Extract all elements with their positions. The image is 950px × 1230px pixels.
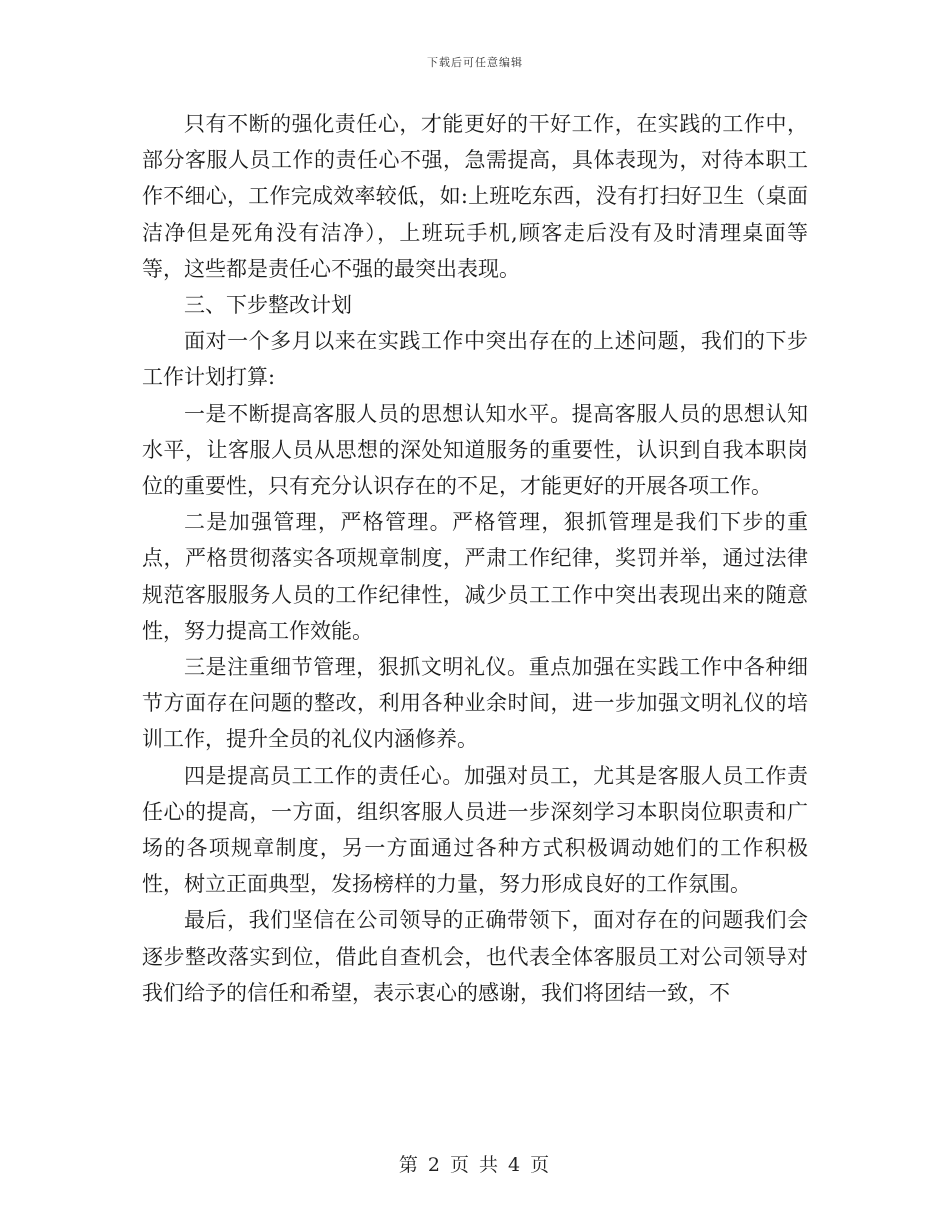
section-heading-next-steps: 三、下步整改计划 bbox=[184, 293, 352, 318]
document-body bbox=[142, 106, 808, 1011]
paragraph-intro-plan: 面对一个多月以来在实践工作中突出存在的上述问题，我们的下步工作计划打算: bbox=[142, 329, 808, 390]
paragraph-plan-one: 一是不断提高客服人员的思想认知水平。提高客服人员的思想认知水平，让客服人员从思想的深处知道服务的重要性，认识到自我本职岗位的重要性，只有充分认识存在的不足，才能更好的开展各项工作。 bbox=[142, 401, 808, 499]
paragraph-plan-three: 三是注重细节管理，狠抓文明礼仪。重点加强在实践工作中各种细节方面存在问题的整改，利用各种业余时间，进一步加强文明礼仪的培训工作，提升全员的礼仪内涵修养。 bbox=[142, 655, 808, 752]
paragraph-plan-four: 四是提高员工工作的责任心。加强对员工，尤其是客服人员工作责任心的提高，一方面，组织客服人员进一步深刻学习本职岗位职责和广场的各项规章制度，另一方面通过各种方式积极调动她们的工作积极性，树立正面典型，发扬榜样的力量，努力形成良好的工作氛围。 bbox=[142, 763, 808, 897]
page-header: 下载后可任意编辑 bbox=[427, 56, 523, 69]
paragraph-conclusion: 最后，我们坚信在公司领导的正确带领下，面对存在的问题我们会逐步整改落实到位，借此自查机会，也代表全体客服员工对公司领导对我们给予的信任和希望，表示衷心的感谢，我们将团结一致，不 bbox=[142, 908, 808, 1005]
page-number-footer: 第 2 页 共 4 页 bbox=[398, 1154, 552, 1176]
paragraph-responsibility: 只有不断的强化责任心，才能更好的干好工作，在实践的工作中，部分客服人员工作的责任心不强，急需提高，具体表现为，对待本职工作不细心，工作完成效率较低，如:上班吃东西，没有打扫好卫生（桌面洁净但是死角没有洁净），上班玩手机,顾客走后没有及时清理桌面等等，这些都是责任心不强的最突出表现。 bbox=[142, 112, 808, 281]
paragraph-plan-two: 二是加强管理，严格管理。严格管理，狠抓管理是我们下步的重点，严格贯彻落实各项规章制度，严肃工作纪律，奖罚并举，通过法律规范客服服务人员的工作纪律性，减少员工工作中突出表现出来的随意性，努力提高工作效能。 bbox=[142, 510, 808, 643]
